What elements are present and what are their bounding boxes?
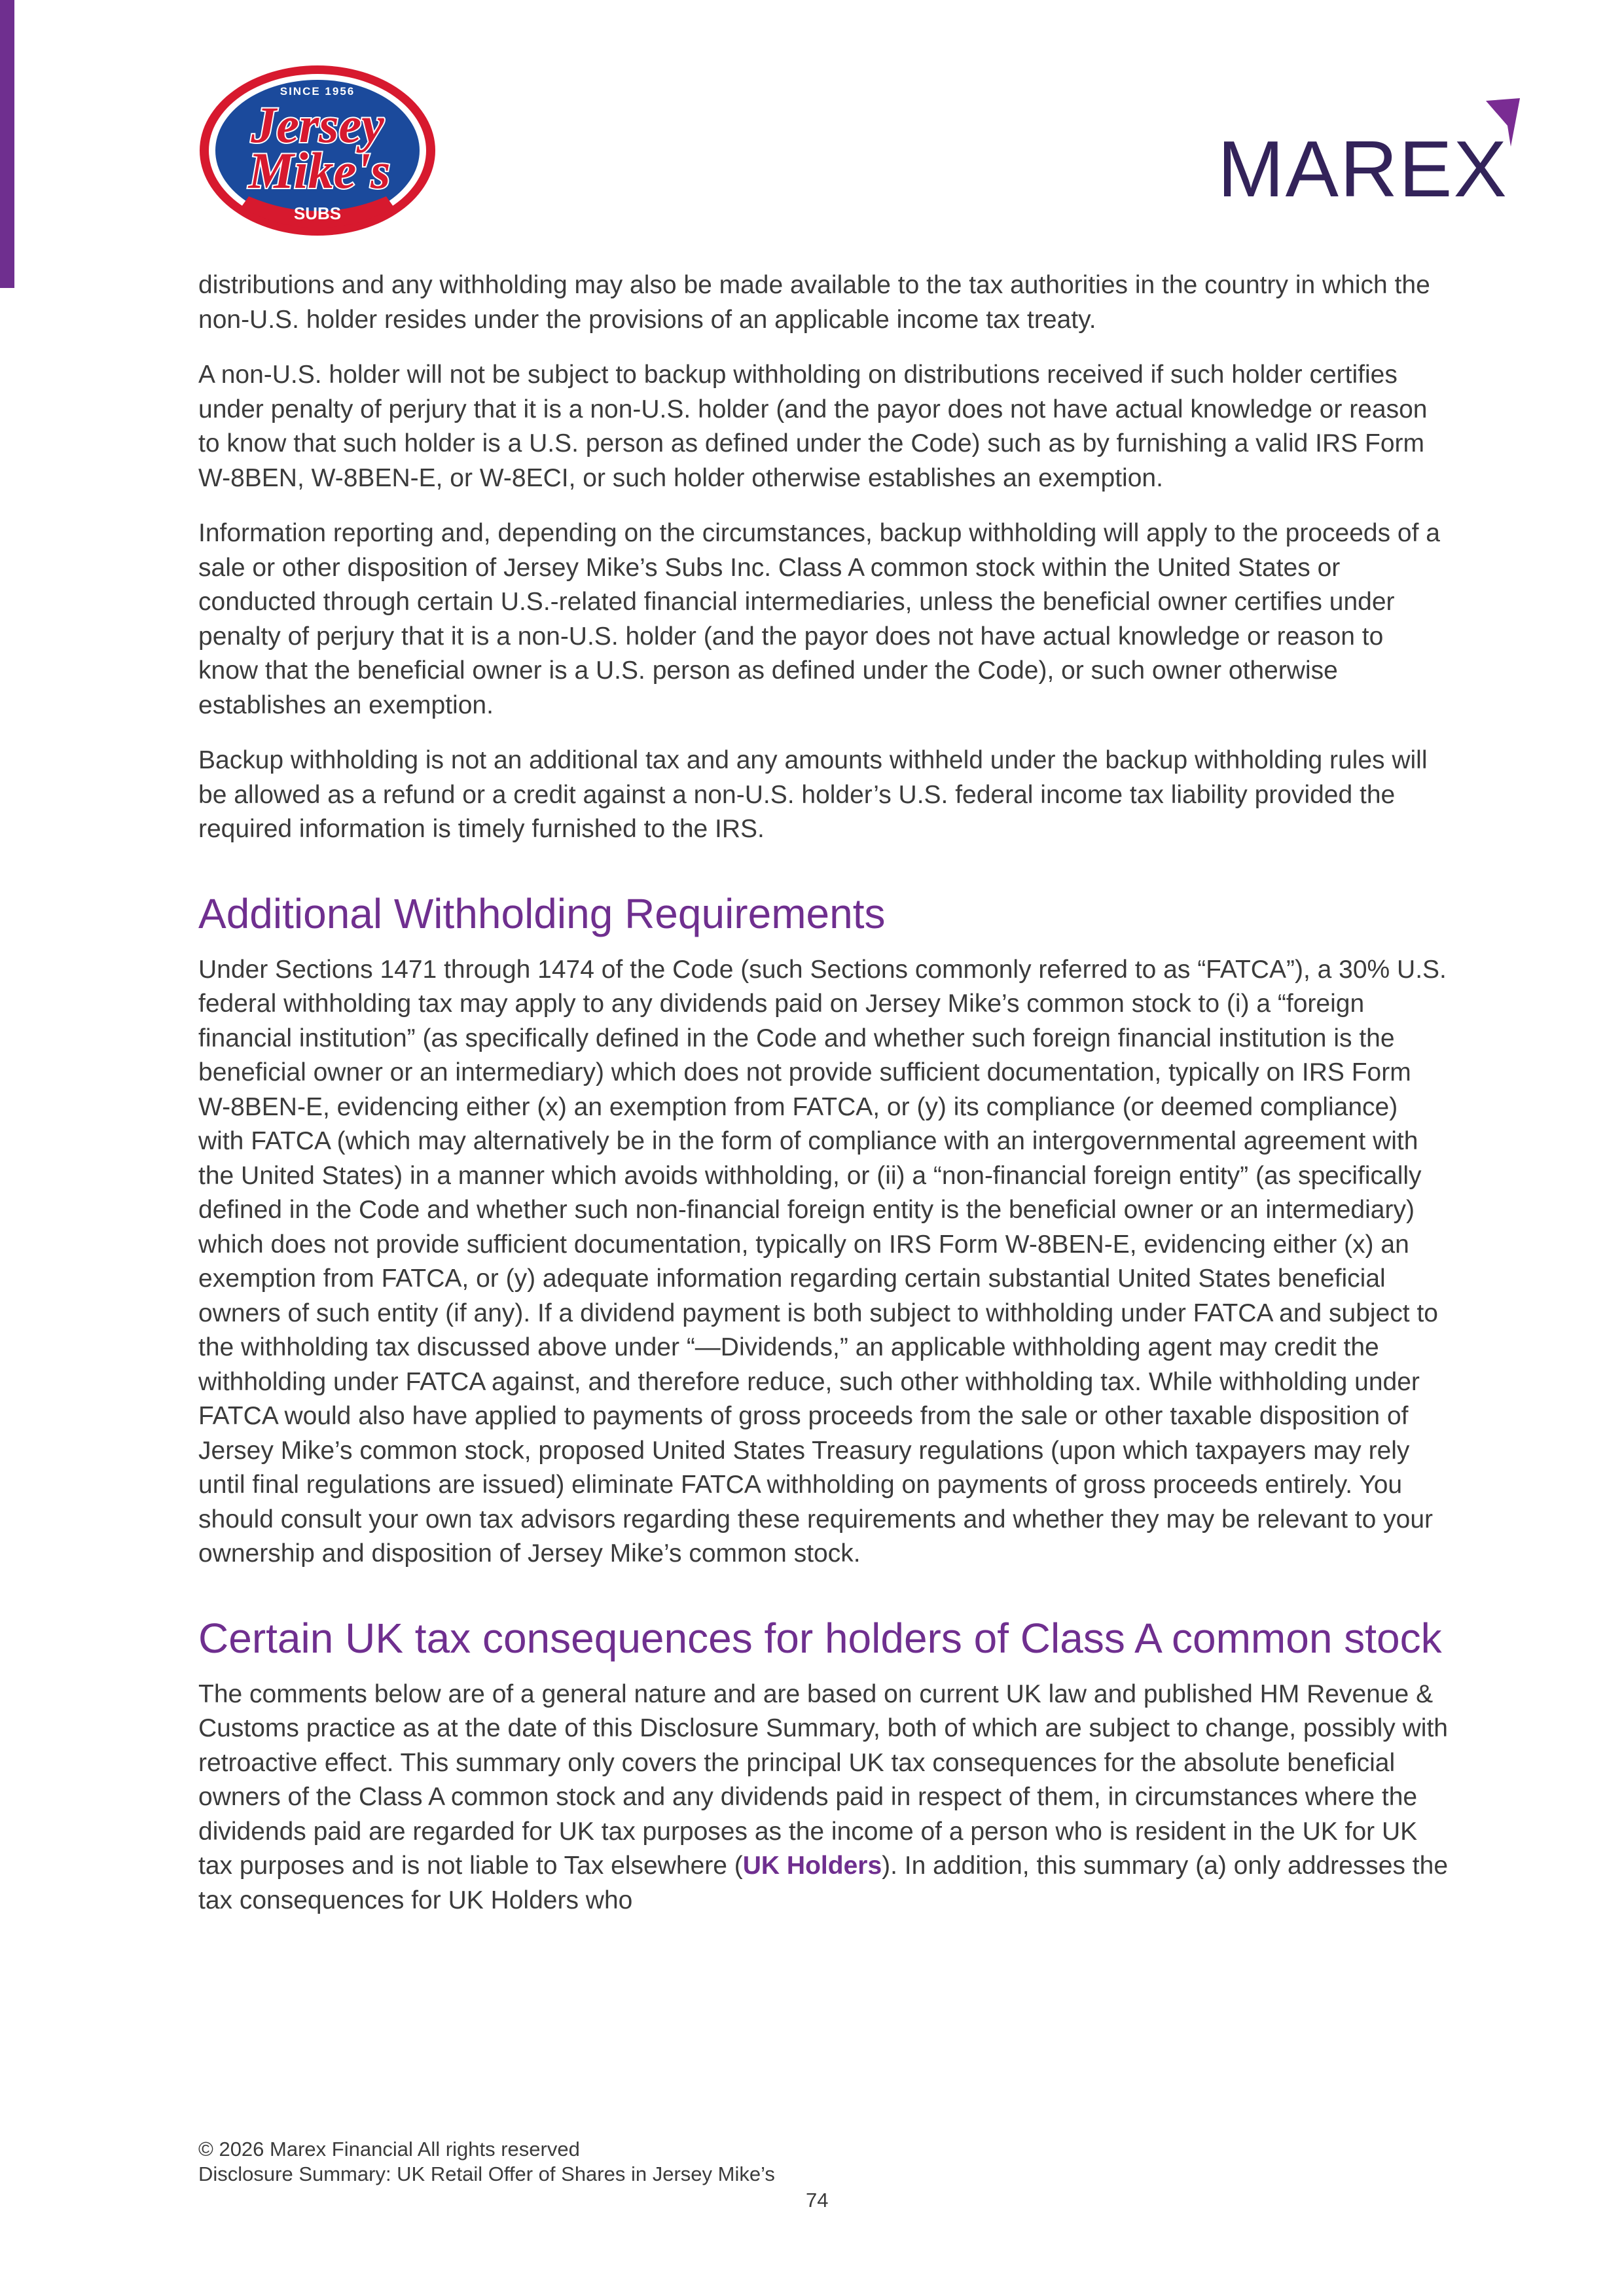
marex-wordmark: MAREX <box>1218 124 1508 206</box>
jm-logo-line1: Jersey <box>251 96 384 153</box>
jm-logo-subs: SUBS <box>293 204 342 223</box>
section-heading-withholding: Additional Withholding Requirements <box>198 889 886 937</box>
accent-side-bar <box>0 0 14 288</box>
paragraph-4: Backup withholding is not an additional tax and any amounts withheld under the backup withholding rules will be allowed as a refund or a credit against a non-U.S. holder’s U.S. federal income tax liability provided the required information is timely furnished to the IRS. <box>198 746 1428 843</box>
jm-logo-line2: Mike's <box>248 142 391 199</box>
paragraph-1: distributions and any withholding may also be made available to the tax authorities in the country in which the non-U.S. holder resides under the provisions of an applicable income tax treaty. <box>198 271 1430 334</box>
paragraph-fatca: Under Sections 1471 through 1474 of the Code (such Sections commonly referred to as “FATCA”), a 30% U.S. federal withholding tax may apply to any dividends paid on Jersey Mike’s common stock to (i) a “foreign financial institution” (as specifically defined in the Code and whether such foreign financial institution is the beneficial owner or an intermediary) which does not provide sufficient documentation, typically on IRS Form W-8BEN-E, evidencing either (x) an exemption from FATCA, or (y) its compliance (or deemed compliance) with FATCA (which may alternatively be in the form of compliance with an intergovernmental agreement with the United States) in a manner which avoids withholding, or (ii) a “non-financial foreign entity” (as specifically defined in the Code and whether such non-financial foreign entity is the beneficial owner or an intermediary) which does not provide sufficient documentation, typically on IRS Form W-8BEN-E, evidencing either (x) an exemption from FATCA, or (y) adequate information regarding certain substantial United States beneficial owners of such entity (if any). If a dividend payment is both subject to withholding under FATCA and subject to the withholding tax discussed above under “—Dividends,” an applicable withholding agent may credit the withholding under FATCA against, and therefore reduce, such other withholding tax. While withholding under FATCA would also have applied to payments of gross proceeds from the sale or other taxable disposition of Jersey Mike’s common stock, proposed United States Treasury regulations (upon which taxpayers may rely until final regulations are issued) eliminate FATCA withholding on payments of gross proceeds entirely. You should consult your own tax advisors regarding these requirements and whether they may be relevant to your ownership and disposition of Jersey Mike’s common stock. <box>198 955 1447 1568</box>
section-heading-uk-tax: Certain UK tax consequences for holders of Class A common stock <box>198 1614 1442 1662</box>
footer-copyright: © 2026 Marex Financial All rights reserved <box>198 2138 580 2161</box>
paragraph-uk-tax-part-2: ). In addition, this summary (a) only addresses the tax consequences for UK Holders who <box>198 1852 1449 1914</box>
document-body <box>198 268 1449 1939</box>
paragraph-uk-tax-part-1: The comments below are of a general nature and are based on current UK law and published HM Revenue & Customs practice as at the date of this Disclosure Summary, both of which are subject to change, possibly with retroactive effect. This summary only covers the principal UK tax consequences for the absolute beneficial owners of the Class A common stock and any dividends paid in respect of them, in circumstances where the dividends paid are regarded for UK tax purposes as the income of a person who is resident in the UK for UK tax purposes and is not liable to Tax elsewhere ( <box>198 1679 1449 1880</box>
paragraph-uk-tax <box>198 1677 1449 1918</box>
paragraph-2: A non-U.S. holder will not be subject to backup withholding on distributions received if such holder certifies under penalty of perjury that it is a non-U.S. holder (and the payor does not have actual knowledge or reason to know that such holder is a U.S. person as defined under the Code) such as by furnishing a valid IRS Form W-8BEN, W-8BEN-E, or W-8ECI, or such holder otherwise establishes an exemption. <box>198 361 1428 492</box>
jm-logo-since: SINCE 1956 <box>280 85 355 98</box>
page-number: 74 <box>806 2189 829 2212</box>
uk-holders-term: UK Holders <box>742 1852 882 1880</box>
jersey-mikes-logo <box>196 62 439 239</box>
marex-logo <box>1218 98 1545 206</box>
paragraph-3: Information reporting and, depending on the circumstances, backup withholding will apply to the proceeds of a sale or other disposition of Jersey Mike’s Subs Inc. Class A common stock within the United States or conducted through certain U.S.-related financial intermediaries, unless the beneficial owner certifies under penalty of perjury that it is a non-U.S. holder (and the payor does not have actual knowledge or reason to know that the beneficial owner is a U.S. person as defined under the Code), or such owner otherwise establishes an exemption. <box>198 519 1440 719</box>
footer-doc-title: Disclosure Summary: UK Retail Offer of Shares in Jersey Mike’s <box>198 2162 775 2185</box>
page-footer <box>198 2137 1449 2212</box>
